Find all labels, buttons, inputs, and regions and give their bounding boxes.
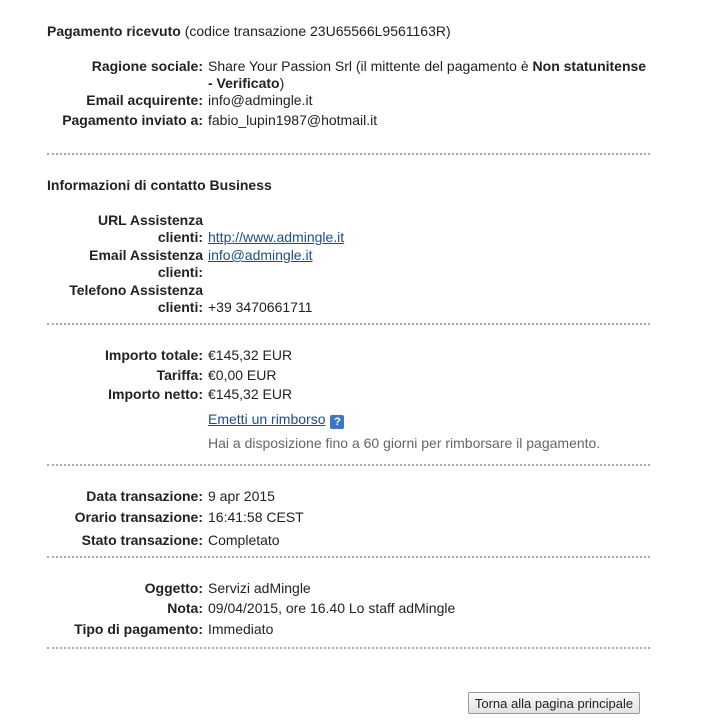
refund-value <box>208 411 648 429</box>
back-to-home-button[interactable]: Torna alla pagina principale <box>468 692 640 714</box>
status-label: Stato transazione: <box>81 532 203 548</box>
business-section-title: Informazioni di contatto Business <box>47 177 272 193</box>
payment-type-label: Tipo di pagamento: <box>74 621 203 637</box>
payment-header <box>47 23 451 39</box>
transaction-code: (codice transazione 23U65566L9561163R) <box>184 23 451 39</box>
net-label: Importo netto: <box>108 386 203 402</box>
support-phone-value: +39 3470661711 <box>208 299 313 315</box>
time-value: 16:41:58 CEST <box>208 509 304 525</box>
fee-label: Tariffa: <box>156 367 203 383</box>
payment-type-value: Immediato <box>208 621 274 637</box>
refund-link[interactable]: Emetti un rimborso <box>208 411 326 427</box>
date-label: Data transazione: <box>86 488 203 504</box>
company-label: Ragione sociale: <box>91 58 203 74</box>
subject-value: Servizi adMingle <box>208 580 311 596</box>
sent-to-value: fabio_lupin1987@hotmail.it <box>208 112 378 128</box>
divider <box>47 153 650 155</box>
payment-title: Pagamento ricevuto <box>47 23 181 39</box>
buyer-email-value: info@admingle.it <box>208 92 313 108</box>
buyer-email-label: Email acquirente: <box>86 92 203 108</box>
date-value: 9 apr 2015 <box>208 488 275 504</box>
company-closing: ) <box>279 75 285 91</box>
support-phone-label: Telefono Assistenza clienti: <box>69 282 203 315</box>
note-value: 09/04/2015, ore 16.40 Lo staff adMingle <box>208 600 456 616</box>
note-label: Nota: <box>167 600 203 616</box>
sender-status: Non statunitense - Verificato <box>208 58 647 91</box>
fee-value: €0,00 EUR <box>208 367 277 383</box>
subject-label: Oggetto: <box>144 580 203 596</box>
support-email-link[interactable]: info@admingle.it <box>208 247 313 263</box>
total-value: €145,32 EUR <box>208 347 293 363</box>
support-email-value <box>208 247 648 264</box>
status-value: Completato <box>208 532 280 548</box>
time-label: Orario transazione: <box>74 509 203 525</box>
divider <box>47 323 650 325</box>
help-icon[interactable]: ? <box>330 415 344 429</box>
support-url-value <box>208 229 648 246</box>
company-name-text: Share Your Passion Srl (il mittente del pagamento è <box>208 58 533 74</box>
sent-to-label: Pagamento inviato a: <box>62 112 203 128</box>
support-email-label: Email Assistenza clienti: <box>89 247 203 280</box>
company-value <box>208 58 648 92</box>
divider <box>47 647 650 649</box>
support-url-label: URL Assistenza clienti: <box>97 212 203 245</box>
net-value: €145,32 EUR <box>208 386 293 402</box>
total-label: Importo totale: <box>105 347 203 363</box>
refund-note: Hai a disposizione fino a 60 giorni per rimborsare il pagamento. <box>208 435 601 451</box>
divider <box>47 556 650 558</box>
divider <box>47 464 650 466</box>
support-url-link[interactable]: http://www.admingle.it <box>208 229 345 245</box>
